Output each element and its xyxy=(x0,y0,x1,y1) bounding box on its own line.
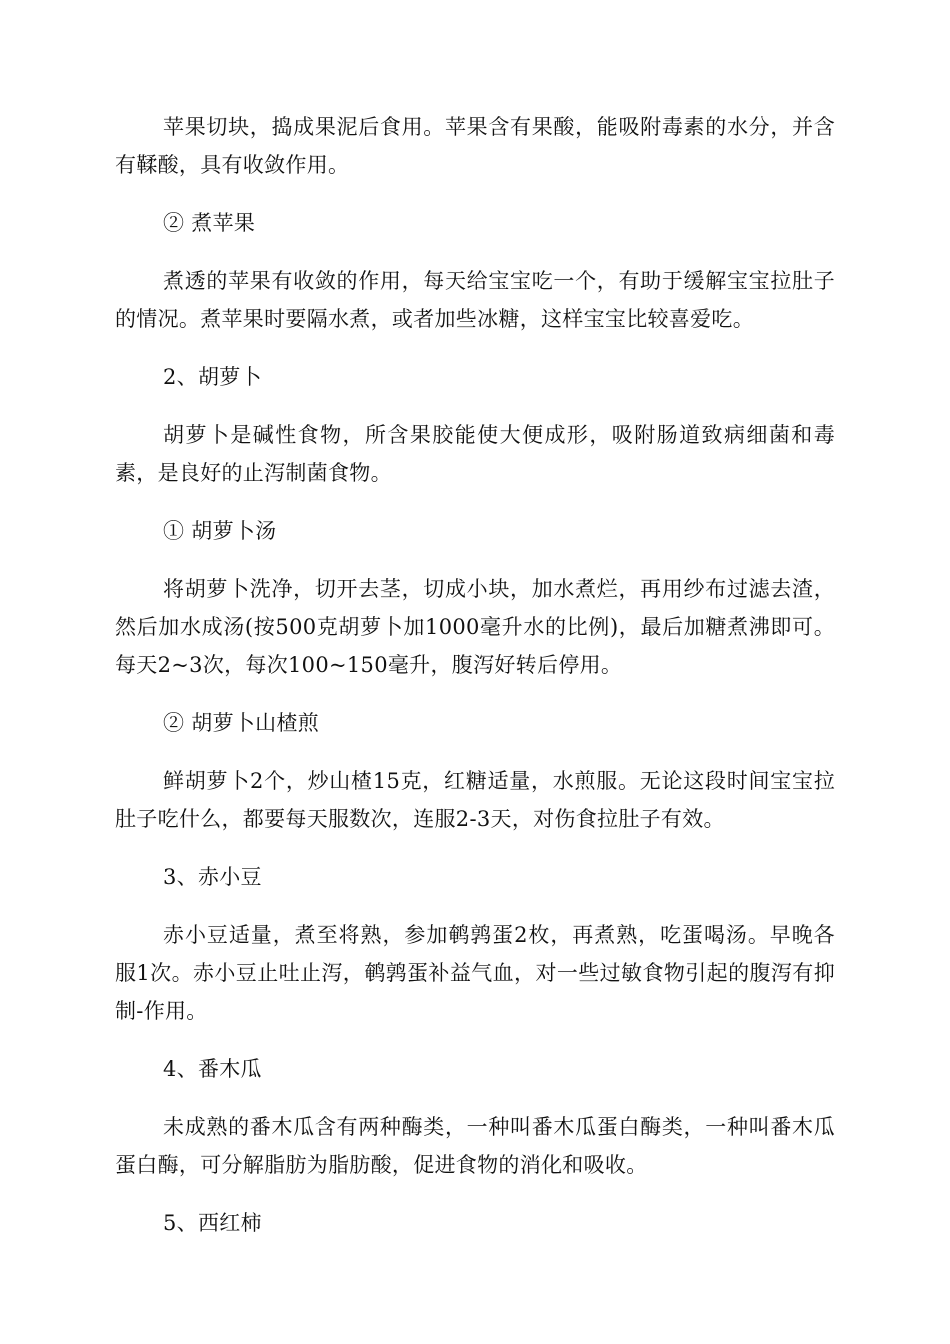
heading-carrot-soup: ① 胡萝卜汤 xyxy=(163,519,277,543)
paragraph-carrot: 胡萝卜是碱性食物，所含果胶能使大便成形，吸附肠道致病细菌和毒素，是良好的止泻制菌食物。 xyxy=(115,423,835,485)
heading-carrot-hawthorn: ② 胡萝卜山楂煎 xyxy=(163,711,320,735)
paragraph-apple-mash: 苹果切块，捣成果泥后食用。苹果含有果酸，能吸附毒素的水分，并含有鞣酸，具有收敛作用。 xyxy=(115,115,835,177)
heading-papaya: 4、番木瓜 xyxy=(163,1057,262,1081)
paragraph-carrot-hawthorn: 鲜胡萝卜2个，炒山楂15克，红糖适量，水煎服。无论这段时间宝宝拉肚子吃什么，都要每天服数次，连服2-3天，对伤食拉肚子有效。 xyxy=(115,769,835,831)
heading-boiled-apple: ② 煮苹果 xyxy=(163,211,256,235)
heading-carrot: 2、胡萝卜 xyxy=(163,365,262,389)
heading-red-bean: 3、赤小豆 xyxy=(163,865,262,889)
paragraph-red-bean: 赤小豆适量，煮至将熟，参加鹌鹑蛋2枚，再煮熟，吃蛋喝汤。早晚各服1次。赤小豆止吐止泻，鹌鹑蛋补益气血，对一些过敏食物引起的腹泻有抑制-作用。 xyxy=(115,923,835,1023)
paragraph-boiled-apple: 煮透的苹果有收敛的作用，每天给宝宝吃一个，有助于缓解宝宝拉肚子的情况。煮苹果时要隔水煮，或者加些冰糖，这样宝宝比较喜爱吃。 xyxy=(115,269,835,331)
heading-tomato: 5、西红柿 xyxy=(163,1211,262,1235)
paragraph-carrot-soup: 将胡萝卜洗净，切开去茎，切成小块，加水煮烂，再用纱布过滤去渣，然后加水成汤(按500克胡萝卜加1000毫升水的比例)，最后加糖煮沸即可。每天2~3次，每次100~150毫升，腹泻好转后停用。 xyxy=(115,577,835,677)
paragraph-papaya: 未成熟的番木瓜含有两种酶类，一种叫番木瓜蛋白酶类，一种叫番木瓜蛋白酶，可分解脂肪为脂肪酸，促进食物的消化和吸收。 xyxy=(115,1115,835,1177)
document-page xyxy=(115,108,835,1262)
